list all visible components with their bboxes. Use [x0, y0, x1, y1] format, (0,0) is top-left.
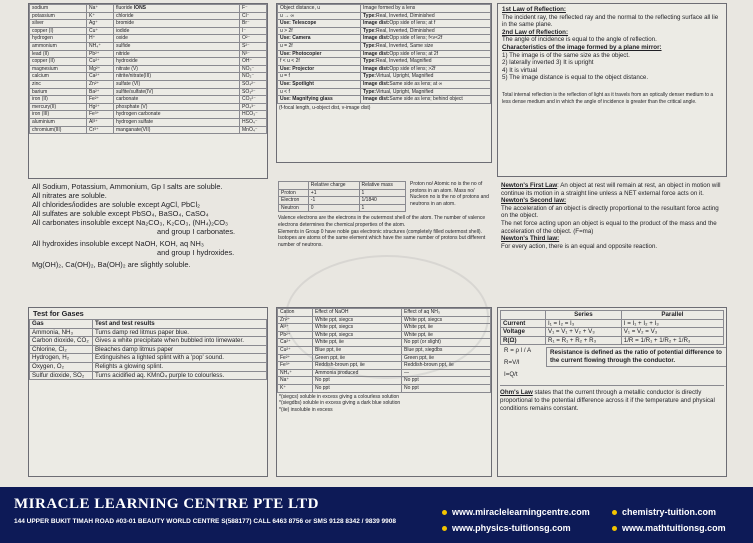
newton-second-b: The net force acting upon an object is equal to the product of the mass and the acceleration of the object. (F=ma): [501, 219, 717, 235]
ions-row-cell: copper (I): [30, 27, 87, 35]
ions-row-cell: ammonium: [30, 42, 87, 50]
ions-row-cell: hydrogen sulfate: [114, 118, 240, 126]
ions-row-cell: oxide: [114, 35, 240, 43]
gas-row-cell: Hydrogen, H₂: [30, 354, 93, 363]
link-physics-tuitionsg[interactable]: www.physics-tuitionsg.com: [442, 523, 571, 533]
ions-row: [30, 42, 267, 50]
ions-row-cell: NO₃⁻: [240, 65, 267, 73]
newton-third-title: Newton's Third law:: [501, 235, 560, 243]
particles-row-cell: 1: [359, 204, 405, 212]
group0-text: Elements in Group 0 have noble gas electronic structures (completely filled outermost shell).: [278, 228, 482, 235]
bullet-icon: [612, 510, 617, 515]
ions-row-cell: I⁻: [240, 27, 267, 35]
ions-row: [30, 58, 267, 66]
ions-table: [29, 4, 267, 134]
lens-row: [278, 5, 491, 13]
ions-row: [30, 88, 267, 96]
ions-row-cell: H⁺: [87, 35, 114, 43]
ions-row-cell: hydrogen: [30, 35, 87, 43]
lens-row-cell: u > 2f: [278, 27, 361, 35]
mirror-item: 4) It is virtual: [502, 66, 538, 74]
cation-row-cell: No ppt: [313, 384, 402, 392]
particles-row: [279, 189, 406, 197]
gas-row: [30, 328, 267, 337]
isotopes-text: Isotopes are atoms of the same element which have the same number of protons but different number of neutrons.: [278, 235, 486, 248]
lens-row-cell: Type:Real, Inverted, Diminished: [361, 27, 491, 35]
link-chemistry-tuition[interactable]: chemistry-tuition.com: [612, 507, 716, 517]
lens-row: [278, 58, 491, 66]
ions-row-cell: mercury(II): [30, 103, 87, 111]
gas-row-cell: Turns acidified aq. KMnO₄ purple to colourless.: [93, 371, 267, 380]
tir-text: Total internal reflection is the reflection of light as it travels from an optically denser medium to a less dense medium and in which the angle of incidence is greater than the critical angle.: [502, 91, 714, 105]
lens-row: [278, 50, 491, 58]
ions-row-cell: HCO₃⁻: [240, 111, 267, 119]
cation-row-cell: —: [402, 369, 491, 377]
ions-row: [30, 65, 267, 73]
cation-row-cell: Green ppt, iie: [402, 354, 491, 362]
ions-row-cell: Cr³⁺: [87, 126, 114, 134]
circuit-row-cell: Current: [501, 319, 546, 328]
ions-row-cell: Ba²⁺: [87, 88, 114, 96]
ions-row-cell: Fe³⁺: [87, 111, 114, 119]
lens-row-cell: Use: Camera: [278, 35, 361, 43]
circuit-row: [501, 328, 724, 337]
newton-second-title: Newton's Second law:: [501, 197, 567, 205]
ions-row-cell: zinc: [30, 80, 87, 88]
first-law-text: The incident ray, the reflected ray and the normal to the reflecting surface all lie in the same plane.: [502, 13, 719, 29]
circuit-row-cell: Voltage: [501, 328, 546, 337]
first-law-title: 1st Law of Reflection:: [502, 6, 566, 13]
reflection-panel: [497, 3, 727, 177]
circuit-row-cell: V₁ = V₂ = V₃: [621, 328, 723, 337]
cation-row-cell: Ca²⁺: [278, 339, 313, 347]
lens-row: [278, 20, 491, 28]
lens-row-cell: u < f: [278, 88, 361, 96]
lens-table-panel: [276, 3, 492, 163]
lens-row-cell: Image dist:Opp side of lens; f<v<2f: [361, 35, 491, 43]
cation-row-cell: White ppt, siegcs: [313, 324, 402, 332]
ions-row-cell: Cl⁻: [240, 12, 267, 20]
cation-note: *(siegdbs) soluble in excess giving a dark blue solution: [279, 400, 401, 407]
gas-row-cell: Oxygen, O₂: [30, 362, 93, 371]
gas-tests-table: [29, 319, 267, 380]
gas-row-cell: Extinguishes a lighted splint with a 'pop' sound.: [93, 354, 267, 363]
lens-row-cell: u = 2f: [278, 42, 361, 50]
circuits-table: [500, 310, 724, 345]
cation-row-cell: White ppt, siegcs: [313, 331, 402, 339]
lens-row-cell: Type:Real, Inverted, Diminished: [361, 12, 491, 20]
rule: and group I carbonates.: [157, 227, 236, 236]
particles-row-cell: 1/1840: [359, 197, 405, 205]
newton-second-a: The acceleration of an object is directly proportional to the resultant force acting on the object.: [501, 204, 719, 220]
gas-header: [30, 320, 267, 329]
rule: All Sodium, Potassium, Ammonium, Gp I salts are soluble.: [32, 182, 223, 191]
circuit-row-cell: 1/R = 1/R₁ + 1/R₂ + 1/R₃: [621, 336, 723, 345]
cation-row-cell: Blue ppt, siegdbs: [402, 346, 491, 354]
circuit-row: [501, 319, 724, 328]
circuit-row-cell: V₁ = V₁ + V₂ + V₃: [546, 328, 622, 337]
ions-row-cell: SO₄²⁻: [240, 80, 267, 88]
lens-row-cell: Use: Projector: [278, 65, 361, 73]
lens-row-cell: f < u < 2f: [278, 58, 361, 66]
second-law-title: 2nd Law of Reflection:: [502, 28, 569, 36]
ohm-text: states that the current through a metallic conductor is directly proportional to the potential difference across it if the temperature and physical conditions remains constant.: [500, 389, 715, 412]
ions-row-cell: copper (II): [30, 58, 87, 66]
cation-row-cell: No ppt (or slight): [402, 339, 491, 347]
cation-row-cell: No ppt: [313, 377, 402, 385]
ions-row-cell: Al³⁺: [87, 118, 114, 126]
lens-row-cell: Use: Magnifying glass: [278, 96, 361, 104]
ions-row-cell: K⁺: [87, 12, 114, 20]
cation-row-cell: Al³⁺: [278, 324, 313, 332]
gas-header-cell: Test and test results: [93, 320, 267, 329]
gas-row-cell: Turns damp red litmus paper blue.: [93, 328, 267, 337]
lens-table: [277, 4, 491, 104]
formula-row: [500, 347, 724, 386]
cation-row-cell: Blue ppt, iie: [313, 346, 402, 354]
lens-row: [278, 42, 491, 50]
particles-header-cell: Relative mass: [359, 182, 405, 190]
cation-row-cell: White ppt, iie: [313, 339, 402, 347]
ions-row: [30, 20, 267, 28]
cation-row-cell: White ppt, siegcs: [402, 316, 491, 324]
lens-row-cell: Use: Telescope: [278, 20, 361, 28]
gas-row-cell: Ammonia, NH₃: [30, 328, 93, 337]
particles-row: [279, 197, 406, 205]
lens-row-cell: Image dist:Opp side of lens; at f: [361, 20, 491, 28]
cation-row-cell: Reddish-brown ppt, iie: [402, 362, 491, 370]
bullet-icon: [612, 526, 617, 531]
ions-row-cell: nitride: [114, 50, 240, 58]
lens-row-cell: Type:Real, Inverted, Same size: [361, 42, 491, 50]
ions-row: [30, 103, 267, 111]
ions-row-cell: sulfate (VI): [114, 80, 240, 88]
circuit-row-cell: R(Ω): [501, 336, 546, 345]
circuits-panel: [497, 307, 727, 477]
cation-note: *(siegcs) soluble in excess giving a colourless solution: [279, 393, 400, 400]
footer: [0, 487, 753, 543]
particles-table: [278, 181, 406, 212]
lens-row-cell: Type:Virtual, Upright, Magnified: [361, 73, 491, 81]
ions-row-cell: magnesium: [30, 65, 87, 73]
cation-row-cell: Na⁺: [278, 377, 313, 385]
cation-row-cell: Pb²⁺: [278, 331, 313, 339]
cation-header-cell: Effect of NaOH: [313, 309, 402, 317]
ions-row-cell: PO₄³⁻: [240, 103, 267, 111]
valence-text: Valence electrons are the electrons in the outermost shell of the atom. The number of valence electrons determines the chemical properties of the atom.: [278, 215, 486, 228]
ions-row-cell: N³⁻: [240, 50, 267, 58]
newton-third-text: For every action, there is an equal and opposite reaction.: [501, 242, 658, 250]
particles-row-cell: Proton: [279, 189, 309, 197]
particles-row-cell: Electron: [279, 197, 309, 205]
gas-row-cell: Relights a glowing splint.: [93, 362, 267, 371]
ions-row-cell: HSO₄⁻: [240, 118, 267, 126]
rule: All hydroxides insoluble except NaOH, KOH, aq NH₃: [32, 239, 204, 248]
ions-row-cell: iron (III): [30, 111, 87, 119]
lens-row: [278, 73, 491, 81]
lens-row-cell: Image dist:Same side as lens; at ∞: [361, 80, 491, 88]
ions-row: [30, 111, 267, 119]
ions-row-cell: bromide: [114, 20, 240, 28]
ions-row-cell: CO₃²⁻: [240, 96, 267, 104]
ions-row-cell: sulfide: [114, 42, 240, 50]
ions-row-cell: sodium: [30, 5, 87, 13]
ions-row-cell: fluoride IONS: [114, 5, 240, 13]
bullet-icon: [442, 510, 447, 515]
ions-row-cell: Na⁺: [87, 5, 114, 13]
solubility-rules-panel: [28, 180, 268, 304]
ions-row: [30, 73, 267, 81]
ions-row-cell: MnO₄⁻: [240, 126, 267, 134]
ions-row-cell: Br⁻: [240, 20, 267, 28]
lens-row: [278, 80, 491, 88]
ions-row-cell: Fe²⁺: [87, 96, 114, 104]
cation-row-cell: White ppt, iie: [402, 324, 491, 332]
cation-row-cell: NH₄⁺: [278, 369, 313, 377]
lens-row: [278, 27, 491, 35]
ions-row-cell: chromium(III): [30, 126, 87, 134]
ions-row-cell: manganate(VII): [114, 126, 240, 134]
lens-row-cell: Image dist:Same side as lens; behind object: [361, 96, 491, 104]
ions-row-cell: O²⁻: [240, 35, 267, 43]
ions-row-cell: aluminium: [30, 118, 87, 126]
ions-row-cell: chloride: [114, 12, 240, 20]
gas-row: [30, 362, 267, 371]
lens-row-cell: Type:Real, Inverted, Magnified: [361, 58, 491, 66]
newton-first-text: : An object at rest will remain at rest, an object in motion will continue its motion in a straight line unless a NET external force acts on it.: [501, 182, 721, 197]
resistance-definition: Resistance is defined as the ratio of potential difference to the current flowing through the conductor.: [546, 347, 727, 366]
ions-row-cell: Ca²⁺: [87, 73, 114, 81]
brand-name: MIRACLE LEARNING CENTRE PTE LTD: [14, 496, 319, 512]
particles-row-cell: 0: [308, 204, 359, 212]
circuit-header-cell: [501, 311, 546, 320]
cation-row-cell: K⁺: [278, 384, 313, 392]
cation-row-cell: No ppt: [402, 377, 491, 385]
ions-row-cell: Cu⁺: [87, 27, 114, 35]
ions-row-cell: NH₄⁺: [87, 42, 114, 50]
gas-tests-title: Test for Gases: [33, 309, 84, 318]
circuit-row-cell: R₁ = R₁ + R₂ + R₃: [546, 336, 622, 345]
gas-row-cell: Bleaches damp litmus paper: [93, 345, 267, 354]
bullet-icon: [442, 526, 447, 531]
particles-row-cell: Neutron: [279, 204, 309, 212]
gas-row-cell: Gives a white precipitate when bubbled into limewater.: [93, 337, 267, 346]
ions-row: [30, 80, 267, 88]
ions-row-cell: Zn²⁺: [87, 80, 114, 88]
lens-row-cell: Use: Photocopier: [278, 50, 361, 58]
cation-row-cell: Fe³⁺: [278, 362, 313, 370]
circuit-header: [501, 311, 724, 320]
ions-row: [30, 126, 267, 134]
rule: and group I hydroxides.: [157, 248, 235, 257]
ohm-title: Ohm's Law: [500, 389, 533, 397]
rule: All carbonates insoluble except Na₂CO₃, K₂CO₃, (NH₄)₂CO₃: [32, 218, 229, 227]
cation-row-cell: No ppt: [402, 384, 491, 392]
rule: All nitrates are soluble.: [32, 191, 107, 200]
link-mathtuitionsg[interactable]: www.mathtuitionsg.com: [612, 523, 726, 533]
ions-row-cell: SO₃²⁻: [240, 88, 267, 96]
ions-row-cell: S²⁻: [240, 42, 267, 50]
gas-row-cell: Chlorine, Cl₂: [30, 345, 93, 354]
ions-row-cell: nitrate (V): [114, 65, 240, 73]
circuit-row-cell: I = I₁ + I₂ + I₃: [621, 319, 723, 328]
gas-row-cell: Carbon dioxide, CO₂: [30, 337, 93, 346]
mirror-item: 5) The image distance is equal to the object distance.: [502, 74, 649, 82]
link-miraclelearningcentre[interactable]: www.miraclelearningcentre.com: [442, 507, 590, 517]
ions-row-cell: Mg²⁺: [87, 65, 114, 73]
cation-row-cell: Fe²⁺: [278, 354, 313, 362]
lens-row: [278, 88, 491, 96]
lens-row-cell: u → ∞: [278, 12, 361, 20]
circuit-row: [501, 336, 724, 345]
rho-formula: R = ρ l / A: [504, 347, 532, 355]
ions-row-cell: sulfite/sulfate(IV): [114, 88, 240, 96]
cation-row: [278, 384, 491, 392]
cation-header-cell: Effect of aq NH₃: [402, 309, 491, 317]
ions-row: [30, 35, 267, 43]
circuit-header-cell: Parallel: [621, 311, 723, 320]
ions-row-cell: F⁻: [240, 5, 267, 13]
ions-row-cell: iron (II): [30, 96, 87, 104]
mirror-item: 2) laterally inverted 3) It is upright: [502, 59, 594, 67]
lens-row-cell: Image dist:Opp side of lens; at 2f: [361, 50, 491, 58]
cation-row-cell: Zn²⁺: [278, 316, 313, 324]
ions-row-cell: carbonate: [114, 96, 240, 104]
lens-row: [278, 35, 491, 43]
particles-header-cell: Relative charge: [308, 182, 359, 190]
newton-first-title: Newton's First Law: [501, 182, 558, 189]
cation-note: *(iie) insoluble in excess: [279, 406, 333, 413]
gas-row: [30, 354, 267, 363]
rule: All sulfates are soluble except PbSO₄, BaSO₄, CaSO₄: [32, 209, 209, 218]
gas-row: [30, 337, 267, 346]
ions-row: [30, 5, 267, 13]
gas-row: [30, 371, 267, 380]
lens-row-cell: Type:Virtual, Upright, Magnified: [361, 88, 491, 96]
cation-row-cell: Reddish-brown ppt, iie: [313, 362, 402, 370]
gas-row-cell: Sulfur dioxide, SO₂: [30, 371, 93, 380]
rule: Mg(OH)₂, Ca(OH)₂, Ba(OH)₂ are slightly soluble.: [32, 260, 191, 269]
ions-row-cell: potassium: [30, 12, 87, 20]
iq-formula: I=Q/t: [504, 371, 518, 379]
ions-row: [30, 27, 267, 35]
ions-row-cell: Hg²⁺: [87, 103, 114, 111]
particles-row-cell: +1: [308, 189, 359, 197]
lens-row-cell: Image formed by a lens: [361, 5, 491, 13]
ions-row-cell: calcium: [30, 73, 87, 81]
gas-header-cell: Gas: [30, 320, 93, 329]
ions-row: [30, 118, 267, 126]
ions-row-cell: OH⁻: [240, 58, 267, 66]
particles-note: Proton no/ Atomic no is the no of protons in an atom. Mass no/ Nucleon no is the no of protons and neutrons in an atom.: [410, 181, 489, 207]
lens-note: (f-focal length, u-object dist, v-image dist): [279, 104, 371, 111]
gas-tests-panel: [28, 307, 268, 477]
watermark-seal: [285, 255, 489, 379]
ions-row-cell: Cu²⁺: [87, 58, 114, 66]
address: 144 UPPER BUKIT TIMAH ROAD #03-01 BEAUTY WORLD CENTRE S(588177) CALL 6463 8756 or SMS 9128 8342 / 9839 9908: [14, 518, 396, 525]
rv-formula: R=V/I: [504, 359, 520, 367]
rule: All chlorides/iodides are soluble except AgCl, PbCl₂: [32, 200, 201, 209]
ions-row-cell: hydroxide: [114, 58, 240, 66]
ions-row: [30, 96, 267, 104]
ions-row: [30, 50, 267, 58]
lens-row-cell: Use: Spotlight: [278, 80, 361, 88]
circuit-header-cell: Series: [546, 311, 622, 320]
ions-header: IONS: [132, 5, 147, 11]
cation-row-cell: White ppt, siegcs: [313, 316, 402, 324]
ions-row-cell: nitrite/nitrate(III): [114, 73, 240, 81]
particles-row-cell: -1: [308, 197, 359, 205]
particles-row-cell: 1: [359, 189, 405, 197]
cation-row-cell: White ppt, iie: [402, 331, 491, 339]
lens-row-cell: Object distance, u: [278, 5, 361, 13]
lens-row: [278, 12, 491, 20]
lens-row: [278, 65, 491, 73]
ions-row-cell: Ag⁺: [87, 20, 114, 28]
second-law-text: The angle of incidence is equal to the angle of reflection.: [502, 36, 657, 44]
newton-panel: [497, 180, 727, 305]
ions-row-cell: barium: [30, 88, 87, 96]
lens-row-cell: Image dist:Opp side of lens; >2f: [361, 65, 491, 73]
particles-row: [279, 204, 406, 212]
ions-row-cell: NO₂⁻: [240, 73, 267, 81]
cation-row-cell: Cu²⁺: [278, 346, 313, 354]
cation-row-cell: Ammonia produced: [313, 369, 402, 377]
lens-row-cell: u = f: [278, 73, 361, 81]
ions-row-cell: Pb²⁺: [87, 50, 114, 58]
ions-row-cell: hydrogen carbonate: [114, 111, 240, 119]
particles-header: [279, 182, 406, 190]
ions-row: [30, 12, 267, 20]
ions-row-cell: silver: [30, 20, 87, 28]
circuit-row-cell: I₁ = I₂ = I₃: [546, 319, 622, 328]
ions-row-cell: phosphate (V): [114, 103, 240, 111]
mirror-item: 1) The image is of the same size as the object.: [502, 51, 630, 59]
cation-row-cell: Green ppt, iie: [313, 354, 402, 362]
ions-table-panel: [28, 3, 268, 179]
particles-header-cell: [279, 182, 309, 190]
cation-header-cell: Cation: [278, 309, 313, 317]
ions-row-cell: lead (II): [30, 50, 87, 58]
gas-row: [30, 345, 267, 354]
lens-row: [278, 96, 491, 104]
ions-row-cell: iodide: [114, 27, 240, 35]
mirror-title: Characteristics of the image formed by a plane mirror:: [502, 43, 662, 51]
